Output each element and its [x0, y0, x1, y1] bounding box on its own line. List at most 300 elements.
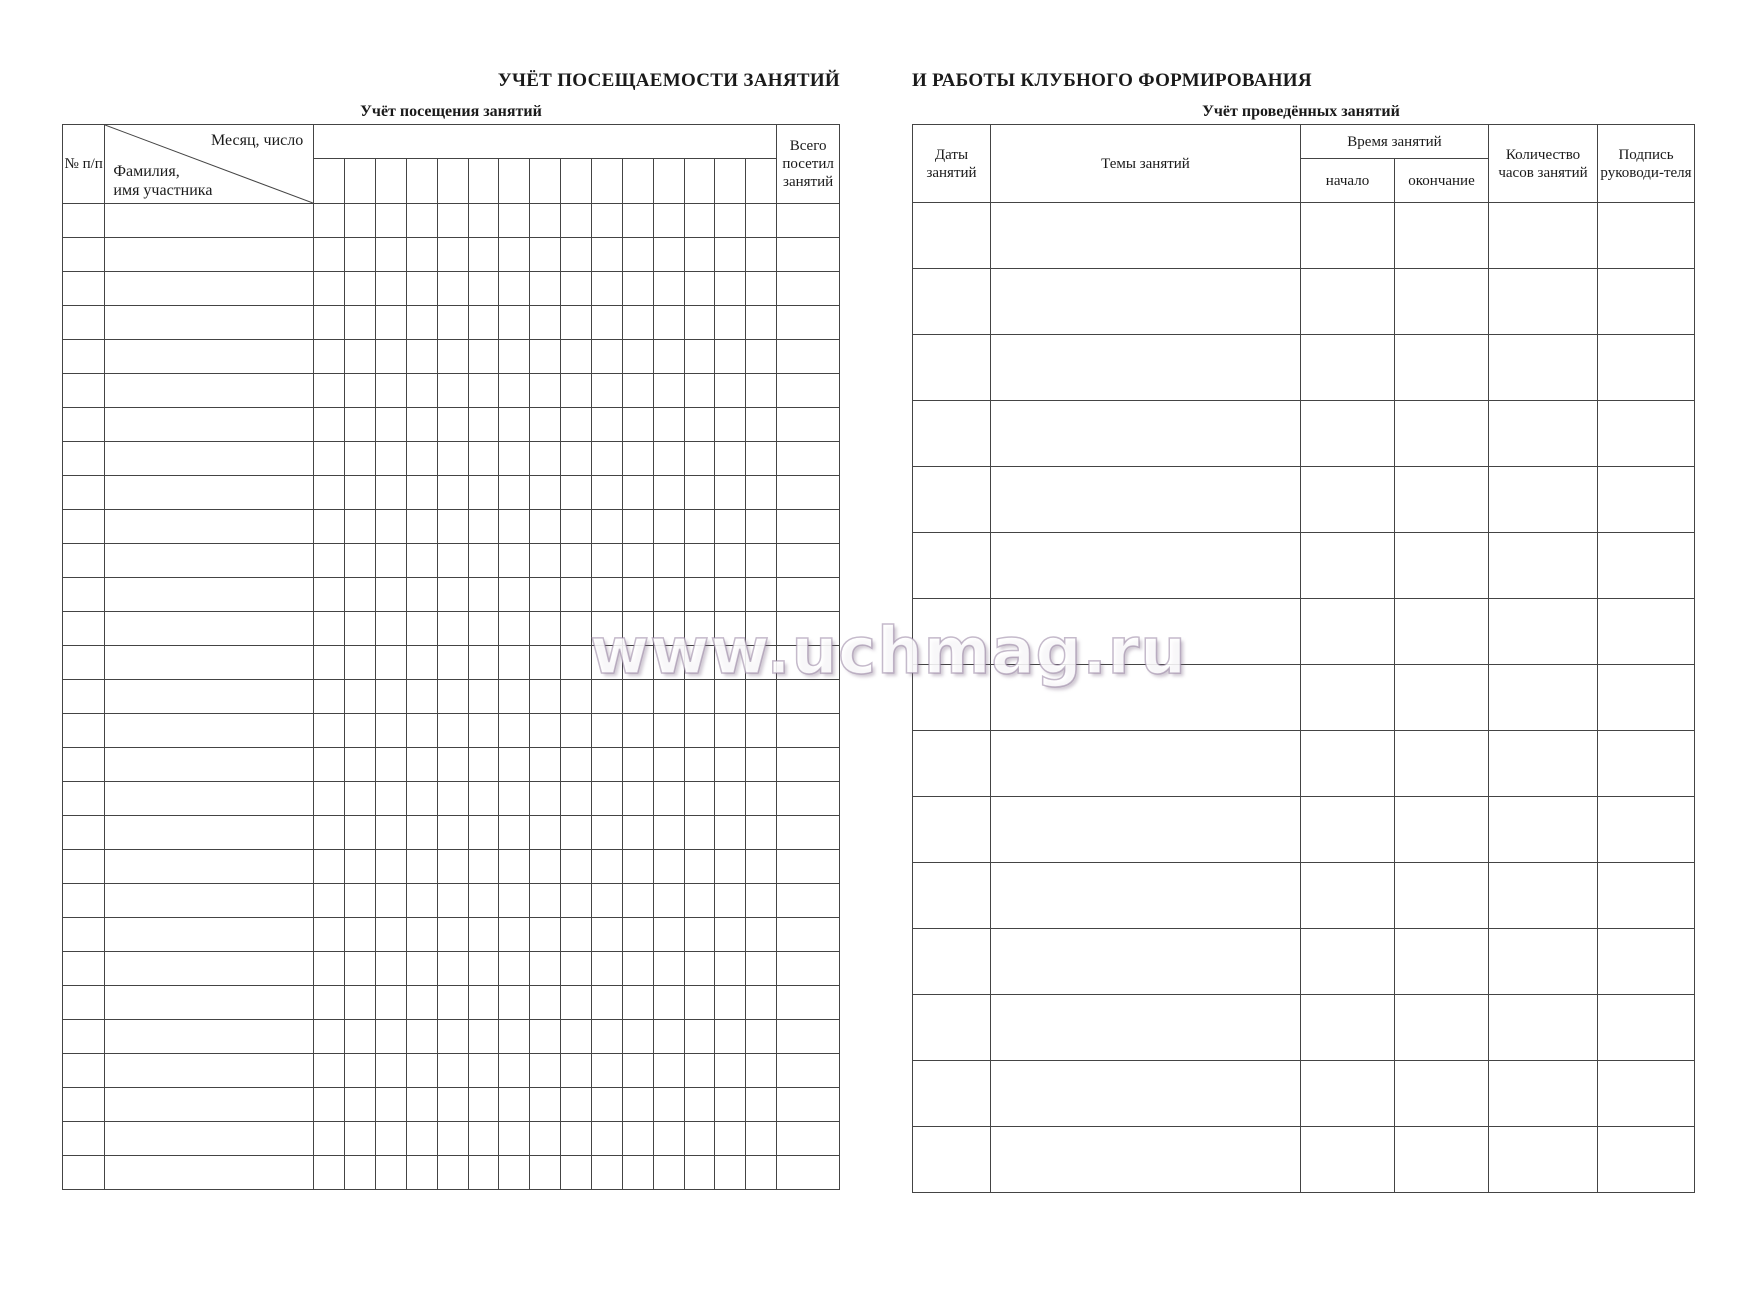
total-cell[interactable] [777, 646, 840, 680]
signature-cell[interactable] [1598, 1061, 1695, 1127]
attendance-mark-cell[interactable] [715, 1156, 746, 1190]
attendance-mark-cell[interactable] [375, 306, 406, 340]
number-cell[interactable] [63, 476, 105, 510]
attendance-mark-cell[interactable] [468, 238, 499, 272]
signature-cell[interactable] [1598, 1127, 1695, 1193]
total-cell[interactable] [777, 850, 840, 884]
attendance-mark-cell[interactable] [375, 204, 406, 238]
total-cell[interactable] [777, 782, 840, 816]
attendance-mark-cell[interactable] [375, 646, 406, 680]
number-cell[interactable] [63, 646, 105, 680]
total-cell[interactable] [777, 680, 840, 714]
attendance-mark-cell[interactable] [622, 1020, 653, 1054]
attendance-mark-cell[interactable] [653, 850, 684, 884]
attendance-mark-cell[interactable] [653, 204, 684, 238]
start-time-cell[interactable] [1301, 1127, 1395, 1193]
start-time-cell[interactable] [1301, 731, 1395, 797]
attendance-mark-cell[interactable] [406, 646, 437, 680]
attendance-mark-cell[interactable] [468, 680, 499, 714]
attendance-mark-cell[interactable] [437, 816, 468, 850]
attendance-mark-cell[interactable] [653, 1122, 684, 1156]
topic-cell[interactable] [991, 1127, 1301, 1193]
end-time-cell[interactable] [1395, 1061, 1489, 1127]
start-time-cell[interactable] [1301, 203, 1395, 269]
attendance-mark-cell[interactable] [530, 1088, 561, 1122]
number-cell[interactable] [63, 1054, 105, 1088]
attendance-mark-cell[interactable] [468, 782, 499, 816]
attendance-mark-cell[interactable] [437, 340, 468, 374]
attendance-mark-cell[interactable] [684, 476, 715, 510]
topic-cell[interactable] [991, 731, 1301, 797]
attendance-mark-cell[interactable] [345, 646, 376, 680]
total-cell[interactable] [777, 748, 840, 782]
attendance-mark-cell[interactable] [591, 918, 622, 952]
number-cell[interactable] [63, 816, 105, 850]
attendance-mark-cell[interactable] [715, 340, 746, 374]
attendance-mark-cell[interactable] [715, 238, 746, 272]
number-cell[interactable] [63, 340, 105, 374]
attendance-mark-cell[interactable] [499, 748, 530, 782]
attendance-mark-cell[interactable] [622, 850, 653, 884]
attendance-mark-cell[interactable] [499, 884, 530, 918]
attendance-mark-cell[interactable] [468, 986, 499, 1020]
attendance-mark-cell[interactable] [468, 918, 499, 952]
attendance-mark-cell[interactable] [715, 850, 746, 884]
attendance-mark-cell[interactable] [375, 952, 406, 986]
name-cell[interactable] [105, 510, 314, 544]
attendance-mark-cell[interactable] [468, 544, 499, 578]
number-cell[interactable] [63, 850, 105, 884]
attendance-mark-cell[interactable] [375, 850, 406, 884]
attendance-mark-cell[interactable] [468, 850, 499, 884]
attendance-mark-cell[interactable] [406, 748, 437, 782]
attendance-mark-cell[interactable] [561, 680, 592, 714]
attendance-mark-cell[interactable] [530, 646, 561, 680]
attendance-mark-cell[interactable] [653, 306, 684, 340]
attendance-mark-cell[interactable] [499, 1156, 530, 1190]
total-cell[interactable] [777, 1122, 840, 1156]
attendance-mark-cell[interactable] [345, 238, 376, 272]
attendance-mark-cell[interactable] [345, 1156, 376, 1190]
attendance-mark-cell[interactable] [746, 1020, 777, 1054]
signature-cell[interactable] [1598, 995, 1695, 1061]
attendance-mark-cell[interactable] [561, 646, 592, 680]
attendance-mark-cell[interactable] [622, 1088, 653, 1122]
attendance-mark-cell[interactable] [406, 850, 437, 884]
attendance-mark-cell[interactable] [406, 544, 437, 578]
total-cell[interactable] [777, 986, 840, 1020]
attendance-mark-cell[interactable] [530, 204, 561, 238]
attendance-mark-cell[interactable] [468, 1088, 499, 1122]
attendance-mark-cell[interactable] [591, 340, 622, 374]
attendance-mark-cell[interactable] [622, 918, 653, 952]
attendance-mark-cell[interactable] [622, 374, 653, 408]
attendance-mark-cell[interactable] [684, 306, 715, 340]
attendance-mark-cell[interactable] [499, 408, 530, 442]
end-time-cell[interactable] [1395, 929, 1489, 995]
attendance-mark-cell[interactable] [622, 1054, 653, 1088]
attendance-mark-cell[interactable] [653, 816, 684, 850]
attendance-mark-cell[interactable] [746, 986, 777, 1020]
attendance-mark-cell[interactable] [591, 204, 622, 238]
number-cell[interactable] [63, 408, 105, 442]
attendance-mark-cell[interactable] [314, 1088, 345, 1122]
topic-cell[interactable] [991, 335, 1301, 401]
attendance-mark-cell[interactable] [314, 204, 345, 238]
attendance-mark-cell[interactable] [437, 952, 468, 986]
hours-cell[interactable] [1489, 797, 1598, 863]
attendance-mark-cell[interactable] [375, 884, 406, 918]
attendance-mark-cell[interactable] [684, 714, 715, 748]
signature-cell[interactable] [1598, 467, 1695, 533]
attendance-mark-cell[interactable] [375, 476, 406, 510]
attendance-mark-cell[interactable] [684, 1054, 715, 1088]
attendance-mark-cell[interactable] [715, 544, 746, 578]
attendance-mark-cell[interactable] [561, 1122, 592, 1156]
attendance-mark-cell[interactable] [746, 884, 777, 918]
attendance-mark-cell[interactable] [468, 340, 499, 374]
attendance-mark-cell[interactable] [406, 884, 437, 918]
attendance-mark-cell[interactable] [622, 1156, 653, 1190]
attendance-mark-cell[interactable] [684, 374, 715, 408]
attendance-mark-cell[interactable] [684, 1122, 715, 1156]
attendance-mark-cell[interactable] [437, 748, 468, 782]
attendance-mark-cell[interactable] [561, 612, 592, 646]
topic-cell[interactable] [991, 665, 1301, 731]
attendance-mark-cell[interactable] [530, 952, 561, 986]
attendance-mark-cell[interactable] [684, 748, 715, 782]
attendance-mark-cell[interactable] [715, 952, 746, 986]
total-cell[interactable] [777, 1088, 840, 1122]
attendance-mark-cell[interactable] [468, 884, 499, 918]
topic-cell[interactable] [991, 203, 1301, 269]
signature-cell[interactable] [1598, 731, 1695, 797]
attendance-mark-cell[interactable] [406, 374, 437, 408]
hours-cell[interactable] [1489, 401, 1598, 467]
total-cell[interactable] [777, 204, 840, 238]
attendance-mark-cell[interactable] [345, 918, 376, 952]
attendance-mark-cell[interactable] [622, 952, 653, 986]
attendance-mark-cell[interactable] [437, 374, 468, 408]
attendance-mark-cell[interactable] [561, 272, 592, 306]
attendance-mark-cell[interactable] [499, 918, 530, 952]
name-cell[interactable] [105, 612, 314, 646]
attendance-mark-cell[interactable] [715, 986, 746, 1020]
name-cell[interactable] [105, 578, 314, 612]
number-cell[interactable] [63, 986, 105, 1020]
attendance-mark-cell[interactable] [622, 680, 653, 714]
attendance-mark-cell[interactable] [499, 544, 530, 578]
attendance-mark-cell[interactable] [499, 476, 530, 510]
start-time-cell[interactable] [1301, 401, 1395, 467]
attendance-mark-cell[interactable] [406, 1020, 437, 1054]
attendance-mark-cell[interactable] [314, 1156, 345, 1190]
date-cell[interactable] [913, 467, 991, 533]
attendance-mark-cell[interactable] [375, 238, 406, 272]
attendance-mark-cell[interactable] [561, 340, 592, 374]
attendance-mark-cell[interactable] [653, 238, 684, 272]
attendance-mark-cell[interactable] [530, 1122, 561, 1156]
attendance-mark-cell[interactable] [345, 680, 376, 714]
attendance-mark-cell[interactable] [499, 340, 530, 374]
attendance-mark-cell[interactable] [314, 850, 345, 884]
date-cell[interactable] [913, 995, 991, 1061]
attendance-mark-cell[interactable] [684, 680, 715, 714]
number-cell[interactable] [63, 1122, 105, 1156]
attendance-mark-cell[interactable] [684, 510, 715, 544]
name-cell[interactable] [105, 748, 314, 782]
attendance-mark-cell[interactable] [468, 748, 499, 782]
total-cell[interactable] [777, 476, 840, 510]
total-cell[interactable] [777, 374, 840, 408]
end-time-cell[interactable] [1395, 203, 1489, 269]
attendance-mark-cell[interactable] [530, 680, 561, 714]
attendance-mark-cell[interactable] [653, 714, 684, 748]
name-cell[interactable] [105, 884, 314, 918]
name-cell[interactable] [105, 680, 314, 714]
attendance-mark-cell[interactable] [715, 1020, 746, 1054]
attendance-mark-cell[interactable] [314, 272, 345, 306]
attendance-mark-cell[interactable] [499, 1054, 530, 1088]
attendance-mark-cell[interactable] [375, 578, 406, 612]
attendance-mark-cell[interactable] [684, 986, 715, 1020]
attendance-mark-cell[interactable] [622, 408, 653, 442]
attendance-mark-cell[interactable] [684, 238, 715, 272]
date-cell[interactable] [913, 797, 991, 863]
attendance-mark-cell[interactable] [561, 442, 592, 476]
attendance-mark-cell[interactable] [437, 918, 468, 952]
name-cell[interactable] [105, 850, 314, 884]
attendance-mark-cell[interactable] [622, 204, 653, 238]
attendance-mark-cell[interactable] [591, 1156, 622, 1190]
attendance-mark-cell[interactable] [345, 986, 376, 1020]
attendance-mark-cell[interactable] [314, 986, 345, 1020]
attendance-mark-cell[interactable] [684, 1020, 715, 1054]
attendance-mark-cell[interactable] [437, 306, 468, 340]
attendance-mark-cell[interactable] [746, 918, 777, 952]
attendance-mark-cell[interactable] [375, 680, 406, 714]
attendance-mark-cell[interactable] [437, 578, 468, 612]
end-time-cell[interactable] [1395, 665, 1489, 731]
attendance-mark-cell[interactable] [653, 510, 684, 544]
number-cell[interactable] [63, 578, 105, 612]
attendance-mark-cell[interactable] [622, 986, 653, 1020]
attendance-mark-cell[interactable] [591, 1020, 622, 1054]
attendance-mark-cell[interactable] [746, 782, 777, 816]
attendance-mark-cell[interactable] [684, 782, 715, 816]
name-cell[interactable] [105, 918, 314, 952]
attendance-mark-cell[interactable] [591, 612, 622, 646]
attendance-mark-cell[interactable] [561, 986, 592, 1020]
attendance-mark-cell[interactable] [591, 306, 622, 340]
attendance-mark-cell[interactable] [530, 612, 561, 646]
hours-cell[interactable] [1489, 665, 1598, 731]
attendance-mark-cell[interactable] [715, 272, 746, 306]
attendance-mark-cell[interactable] [561, 476, 592, 510]
attendance-mark-cell[interactable] [468, 714, 499, 748]
attendance-mark-cell[interactable] [437, 1156, 468, 1190]
start-time-cell[interactable] [1301, 929, 1395, 995]
attendance-mark-cell[interactable] [622, 612, 653, 646]
attendance-mark-cell[interactable] [499, 816, 530, 850]
attendance-mark-cell[interactable] [653, 782, 684, 816]
attendance-mark-cell[interactable] [530, 986, 561, 1020]
attendance-mark-cell[interactable] [499, 204, 530, 238]
attendance-mark-cell[interactable] [499, 1122, 530, 1156]
start-time-cell[interactable] [1301, 467, 1395, 533]
topic-cell[interactable] [991, 269, 1301, 335]
start-time-cell[interactable] [1301, 1061, 1395, 1127]
attendance-mark-cell[interactable] [684, 816, 715, 850]
attendance-mark-cell[interactable] [406, 680, 437, 714]
attendance-mark-cell[interactable] [499, 442, 530, 476]
attendance-mark-cell[interactable] [591, 1054, 622, 1088]
attendance-mark-cell[interactable] [653, 1020, 684, 1054]
attendance-mark-cell[interactable] [345, 1020, 376, 1054]
attendance-mark-cell[interactable] [345, 850, 376, 884]
total-cell[interactable] [777, 1020, 840, 1054]
attendance-mark-cell[interactable] [746, 714, 777, 748]
attendance-mark-cell[interactable] [591, 1088, 622, 1122]
attendance-mark-cell[interactable] [561, 918, 592, 952]
attendance-mark-cell[interactable] [530, 408, 561, 442]
attendance-mark-cell[interactable] [406, 1088, 437, 1122]
attendance-mark-cell[interactable] [499, 1088, 530, 1122]
attendance-mark-cell[interactable] [437, 442, 468, 476]
attendance-mark-cell[interactable] [622, 238, 653, 272]
number-cell[interactable] [63, 612, 105, 646]
number-cell[interactable] [63, 952, 105, 986]
attendance-mark-cell[interactable] [468, 1020, 499, 1054]
signature-cell[interactable] [1598, 599, 1695, 665]
attendance-mark-cell[interactable] [561, 204, 592, 238]
start-time-cell[interactable] [1301, 995, 1395, 1061]
attendance-mark-cell[interactable] [437, 680, 468, 714]
attendance-mark-cell[interactable] [684, 1156, 715, 1190]
attendance-mark-cell[interactable] [653, 476, 684, 510]
name-cell[interactable] [105, 272, 314, 306]
attendance-mark-cell[interactable] [653, 952, 684, 986]
attendance-mark-cell[interactable] [345, 544, 376, 578]
attendance-mark-cell[interactable] [684, 918, 715, 952]
attendance-mark-cell[interactable] [530, 1054, 561, 1088]
end-time-cell[interactable] [1395, 533, 1489, 599]
attendance-mark-cell[interactable] [375, 918, 406, 952]
attendance-mark-cell[interactable] [653, 646, 684, 680]
name-cell[interactable] [105, 306, 314, 340]
attendance-mark-cell[interactable] [653, 884, 684, 918]
date-cell[interactable] [913, 929, 991, 995]
attendance-mark-cell[interactable] [746, 952, 777, 986]
attendance-mark-cell[interactable] [530, 816, 561, 850]
attendance-mark-cell[interactable] [622, 272, 653, 306]
attendance-mark-cell[interactable] [499, 680, 530, 714]
number-cell[interactable] [63, 884, 105, 918]
attendance-mark-cell[interactable] [715, 476, 746, 510]
attendance-mark-cell[interactable] [591, 884, 622, 918]
attendance-mark-cell[interactable] [591, 272, 622, 306]
start-time-cell[interactable] [1301, 665, 1395, 731]
total-cell[interactable] [777, 340, 840, 374]
attendance-mark-cell[interactable] [406, 918, 437, 952]
attendance-mark-cell[interactable] [468, 578, 499, 612]
name-cell[interactable] [105, 1054, 314, 1088]
attendance-mark-cell[interactable] [345, 816, 376, 850]
name-cell[interactable] [105, 1088, 314, 1122]
date-cell[interactable] [913, 599, 991, 665]
attendance-mark-cell[interactable] [561, 578, 592, 612]
attendance-mark-cell[interactable] [375, 374, 406, 408]
attendance-mark-cell[interactable] [746, 612, 777, 646]
start-time-cell[interactable] [1301, 335, 1395, 401]
attendance-mark-cell[interactable] [406, 340, 437, 374]
attendance-mark-cell[interactable] [530, 272, 561, 306]
name-cell[interactable] [105, 544, 314, 578]
attendance-mark-cell[interactable] [715, 782, 746, 816]
attendance-mark-cell[interactable] [591, 238, 622, 272]
attendance-mark-cell[interactable] [345, 442, 376, 476]
start-time-cell[interactable] [1301, 797, 1395, 863]
attendance-mark-cell[interactable] [345, 748, 376, 782]
end-time-cell[interactable] [1395, 401, 1489, 467]
attendance-mark-cell[interactable] [746, 204, 777, 238]
attendance-mark-cell[interactable] [314, 884, 345, 918]
attendance-mark-cell[interactable] [715, 748, 746, 782]
attendance-mark-cell[interactable] [746, 306, 777, 340]
attendance-mark-cell[interactable] [715, 1054, 746, 1088]
attendance-mark-cell[interactable] [375, 782, 406, 816]
attendance-mark-cell[interactable] [561, 884, 592, 918]
end-time-cell[interactable] [1395, 797, 1489, 863]
attendance-mark-cell[interactable] [715, 1122, 746, 1156]
number-cell[interactable] [63, 1088, 105, 1122]
attendance-mark-cell[interactable] [746, 374, 777, 408]
attendance-mark-cell[interactable] [530, 476, 561, 510]
attendance-mark-cell[interactable] [468, 306, 499, 340]
topic-cell[interactable] [991, 467, 1301, 533]
attendance-mark-cell[interactable] [530, 442, 561, 476]
attendance-mark-cell[interactable] [406, 714, 437, 748]
attendance-mark-cell[interactable] [375, 1122, 406, 1156]
attendance-mark-cell[interactable] [499, 578, 530, 612]
attendance-mark-cell[interactable] [530, 884, 561, 918]
attendance-mark-cell[interactable] [715, 884, 746, 918]
attendance-mark-cell[interactable] [345, 578, 376, 612]
attendance-mark-cell[interactable] [561, 1020, 592, 1054]
attendance-mark-cell[interactable] [684, 204, 715, 238]
attendance-mark-cell[interactable] [530, 578, 561, 612]
total-cell[interactable] [777, 714, 840, 748]
attendance-mark-cell[interactable] [345, 952, 376, 986]
attendance-mark-cell[interactable] [684, 1088, 715, 1122]
attendance-mark-cell[interactable] [406, 578, 437, 612]
attendance-mark-cell[interactable] [653, 748, 684, 782]
attendance-mark-cell[interactable] [653, 374, 684, 408]
attendance-mark-cell[interactable] [499, 612, 530, 646]
attendance-mark-cell[interactable] [622, 646, 653, 680]
attendance-mark-cell[interactable] [653, 340, 684, 374]
attendance-mark-cell[interactable] [314, 476, 345, 510]
name-cell[interactable] [105, 816, 314, 850]
attendance-mark-cell[interactable] [715, 510, 746, 544]
attendance-mark-cell[interactable] [406, 408, 437, 442]
end-time-cell[interactable] [1395, 467, 1489, 533]
attendance-mark-cell[interactable] [530, 238, 561, 272]
attendance-mark-cell[interactable] [591, 1122, 622, 1156]
name-cell[interactable] [105, 408, 314, 442]
hours-cell[interactable] [1489, 1061, 1598, 1127]
date-cell[interactable] [913, 533, 991, 599]
